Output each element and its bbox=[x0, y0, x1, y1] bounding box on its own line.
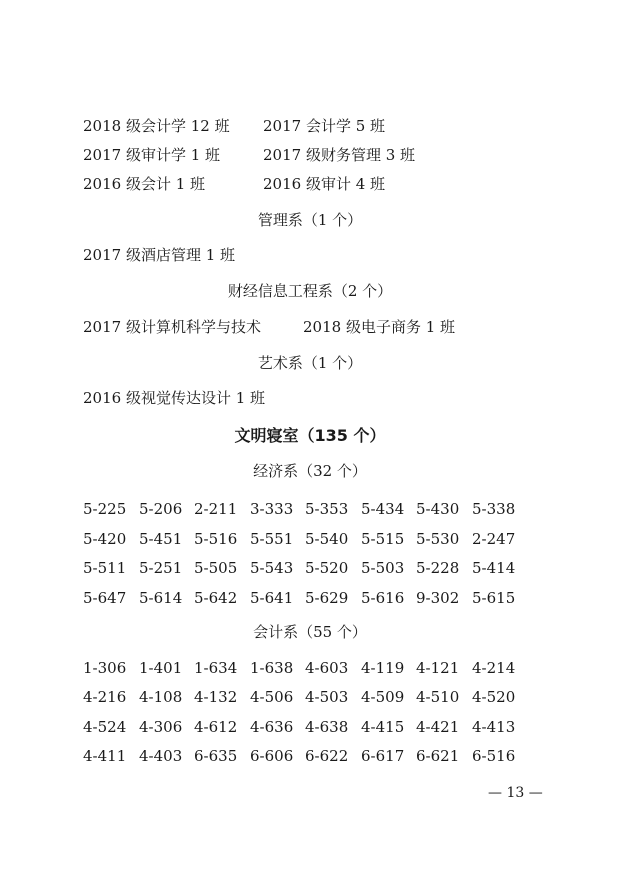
class-row-3 bbox=[83, 175, 386, 193]
dorm-number: 5-530 bbox=[416, 529, 460, 548]
dorm-number: 4-636 bbox=[250, 717, 294, 736]
dorm-number: 5-642 bbox=[194, 588, 238, 607]
dept-heading-art: 艺术系（1 个） bbox=[257, 354, 363, 372]
dorm-number: 5-414 bbox=[472, 559, 516, 577]
dorm-number: 5-228 bbox=[416, 559, 460, 577]
dept-heading-management: 管理系（1 个） bbox=[257, 211, 363, 229]
dorm-number: 1-306 bbox=[83, 659, 127, 677]
class-row-finance-it bbox=[83, 318, 456, 336]
section-title-dorms: 文明寝室（135 个） bbox=[234, 426, 386, 445]
dorm-number: 5-451 bbox=[139, 529, 183, 548]
dorm-number: 5-503 bbox=[361, 559, 405, 577]
class-item: 2017 会计学 5 班 bbox=[263, 117, 386, 135]
class-item: 2018 级电子商务 1 班 bbox=[303, 318, 456, 336]
dorm-number: 4-413 bbox=[472, 717, 516, 736]
dorm-number: 5-430 bbox=[416, 500, 460, 518]
dorm-number: 5-543 bbox=[250, 559, 294, 577]
dorm-number: 4-119 bbox=[361, 659, 405, 677]
dorm-number: 4-121 bbox=[416, 659, 460, 677]
dorm-number: 4-612 bbox=[194, 717, 238, 736]
dorm-number: 5-420 bbox=[83, 529, 127, 548]
class-item: 2016 级会计 1 班 bbox=[83, 175, 206, 193]
dorm-number: 4-509 bbox=[361, 688, 405, 707]
dorm-number: 4-306 bbox=[139, 717, 183, 736]
dorm-number: 5-629 bbox=[305, 588, 349, 607]
dorm-number: 1-401 bbox=[139, 659, 183, 677]
dorm-number: 5-511 bbox=[83, 559, 127, 577]
dorm-number: 4-421 bbox=[416, 717, 460, 736]
class-item: 2016 级审计 4 班 bbox=[263, 175, 386, 193]
dorm-number: 4-411 bbox=[83, 746, 127, 765]
dorm-number: 6-635 bbox=[194, 746, 238, 765]
class-item: 2017 级酒店管理 1 班 bbox=[83, 246, 236, 264]
dorm-number: 5-516 bbox=[194, 529, 238, 548]
dorm-number: 5-641 bbox=[250, 588, 294, 607]
dorm-number: 4-216 bbox=[83, 688, 127, 707]
dorm-number: 3-333 bbox=[250, 500, 294, 518]
dept-heading-economics: 经济系（32 个） bbox=[253, 462, 367, 480]
dorm-number: 6-606 bbox=[250, 746, 294, 765]
dorm-number: 4-214 bbox=[472, 659, 516, 677]
dorm-number: 4-132 bbox=[194, 688, 238, 707]
class-row-2 bbox=[83, 146, 416, 164]
dorm-number: 4-506 bbox=[250, 688, 294, 707]
dorm-number: 4-524 bbox=[83, 717, 127, 736]
dorm-number: 5-647 bbox=[83, 588, 127, 607]
class-item: 2017 级审计学 1 班 bbox=[83, 146, 221, 164]
dorm-number: 6-516 bbox=[472, 746, 516, 765]
class-row-art bbox=[83, 391, 265, 406]
dorm-number: 4-520 bbox=[472, 688, 516, 707]
dorm-number: 1-634 bbox=[194, 659, 238, 677]
dorm-number: 4-510 bbox=[416, 688, 460, 707]
dorm-number: 5-520 bbox=[305, 559, 349, 577]
dorm-number: 9-302 bbox=[416, 588, 460, 607]
class-row-1 bbox=[83, 117, 386, 135]
dorm-number: 4-403 bbox=[139, 746, 183, 765]
dept-heading-accounting: 会计系（55 个） bbox=[253, 623, 367, 641]
dorm-number: 1-638 bbox=[250, 659, 294, 677]
dorm-number: 5-515 bbox=[361, 529, 405, 548]
dorm-number: 5-551 bbox=[250, 529, 294, 548]
class-item: 2018 级会计学 12 班 bbox=[83, 117, 230, 135]
dorm-number: 5-206 bbox=[139, 500, 183, 518]
dept-heading-finance-it: 财经信息工程系（2 个） bbox=[227, 282, 393, 300]
class-row-management bbox=[83, 248, 235, 263]
dorm-number: 5-540 bbox=[305, 529, 349, 548]
dorm-number: 5-338 bbox=[472, 500, 516, 518]
dorm-number: 4-603 bbox=[305, 659, 349, 677]
class-item: 2016 级视觉传达设计 1 班 bbox=[83, 389, 266, 407]
dorm-number: 6-622 bbox=[305, 746, 349, 765]
dorm-number: 5-353 bbox=[305, 500, 349, 518]
dorm-number: 5-615 bbox=[472, 588, 516, 607]
dorm-number: 2-211 bbox=[194, 500, 238, 518]
dorm-number: 4-415 bbox=[361, 717, 405, 736]
dorm-number: 5-505 bbox=[194, 559, 238, 577]
dorm-number: 5-251 bbox=[139, 559, 183, 577]
class-item: 2017 级计算机科学与技术 bbox=[83, 318, 261, 336]
dorm-number: 6-617 bbox=[361, 746, 405, 765]
dorm-number: 4-503 bbox=[305, 688, 349, 707]
dorm-number: 4-108 bbox=[139, 688, 183, 707]
dorm-number: 5-434 bbox=[361, 500, 405, 518]
class-item: 2017 级财务管理 3 班 bbox=[263, 146, 416, 164]
dorm-number: 5-225 bbox=[83, 500, 127, 518]
dorm-number: 5-614 bbox=[139, 588, 183, 607]
dorm-number: 5-616 bbox=[361, 588, 405, 607]
dorm-number: 4-638 bbox=[305, 717, 349, 736]
dorm-number: 2-247 bbox=[472, 529, 516, 548]
dorm-number: 6-621 bbox=[416, 746, 460, 765]
page-number: — 13 — bbox=[488, 785, 543, 801]
